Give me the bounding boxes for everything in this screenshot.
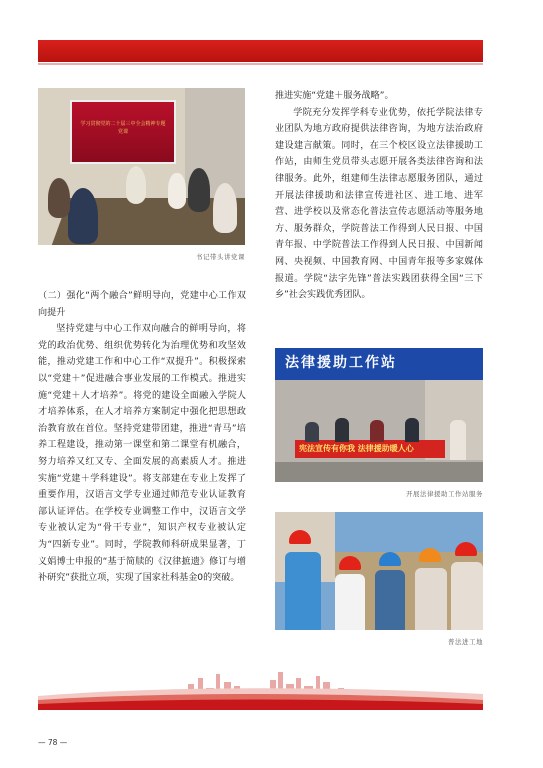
photo-caption: 开展法律援助工作站服务 bbox=[406, 490, 483, 498]
photo-caption: 书记带头讲党课 bbox=[196, 253, 245, 261]
legal-aid-station-photo bbox=[275, 348, 483, 482]
screen-text: 学习贯彻党的二十届三中全会精神专题党课 bbox=[80, 121, 166, 135]
right-column bbox=[275, 88, 483, 304]
construction-site-photo bbox=[275, 512, 483, 630]
skyline-graphic bbox=[38, 670, 483, 710]
banner-text: 宪法宣传有你我 法律援助暖人心 bbox=[299, 444, 414, 453]
paragraph: 坚持党建与中心工作双向融合的鲜明导向，将党的政治优势、组织优势转化为治理优势和攻坚效能，推动党建工作和中心工作“双提升”。积极探索以“党建＋”促进融合事业发展的工作模式。推进实施“党建＋人才培养”。将党的建设全面融入学院人才培养体系，在人才培养方案制定中强化把思想政治教育放在首位。坚持党建带团建，推进“青马”培养工程建设，推动第一课堂和第二课堂有机融合，努力培养又红又专、全面发展的高素质人才。推进实施“党建＋学科建设”。将支部建在专业上发挥了重要作用，汉语言文学专业通过师范专业认证教育部认证评估。在学校专业调整工作中，汉语言文学专业被认定为“骨干专业”，知识产权专业被认定为“四新专业”。同时，学院教师科研成果显著，丁义娟博士申报的“基于简牍的《汉律摭遗》修订与增补研究”获批立项，实现了国家社科基金0的突破。 bbox=[38, 324, 246, 584]
station-sign bbox=[275, 348, 483, 380]
footer-decoration bbox=[38, 670, 483, 710]
banner bbox=[295, 440, 445, 458]
paragraph: 学院充分发挥学科专业优势，依托学院法律专业团队为地方政府提供法律咨询，为地方法治政府建设建言献策。同时，在三个校区设立法律援助工作站，由师生党员带头志愿开展各类法律咨询和法律服务。此外，组建师生法律志愿服务团队，通过开展法律援助和法律宣传进社区、进工地、进军营、进学校以及常态化普法宣传志愿活动等服务地方、服务群众，学院普法工作得到人民日报、中国青年报、中学院普法工作得到人民日报、中国新闻网、央视频、中国教育网、中国青年报等多家媒体报道。学院“法字先锋”普法实践团获得全国“三下乡”社会实践优秀团队。 bbox=[275, 107, 483, 301]
sign-text: 法律援助工作站 bbox=[285, 355, 397, 371]
paragraph: 推进实施“党建＋服务战略”。 bbox=[275, 91, 394, 101]
page-number: — 78 — bbox=[38, 738, 68, 747]
party-lecture-photo bbox=[38, 88, 245, 245]
top-red-bar bbox=[38, 40, 483, 62]
left-column bbox=[38, 288, 246, 587]
photo-caption: 普法进工地 bbox=[448, 638, 483, 646]
projector-screen bbox=[70, 100, 176, 164]
section-heading: （二）强化“两个融合”鲜明导向，党建中心工作双向提升 bbox=[38, 291, 246, 318]
